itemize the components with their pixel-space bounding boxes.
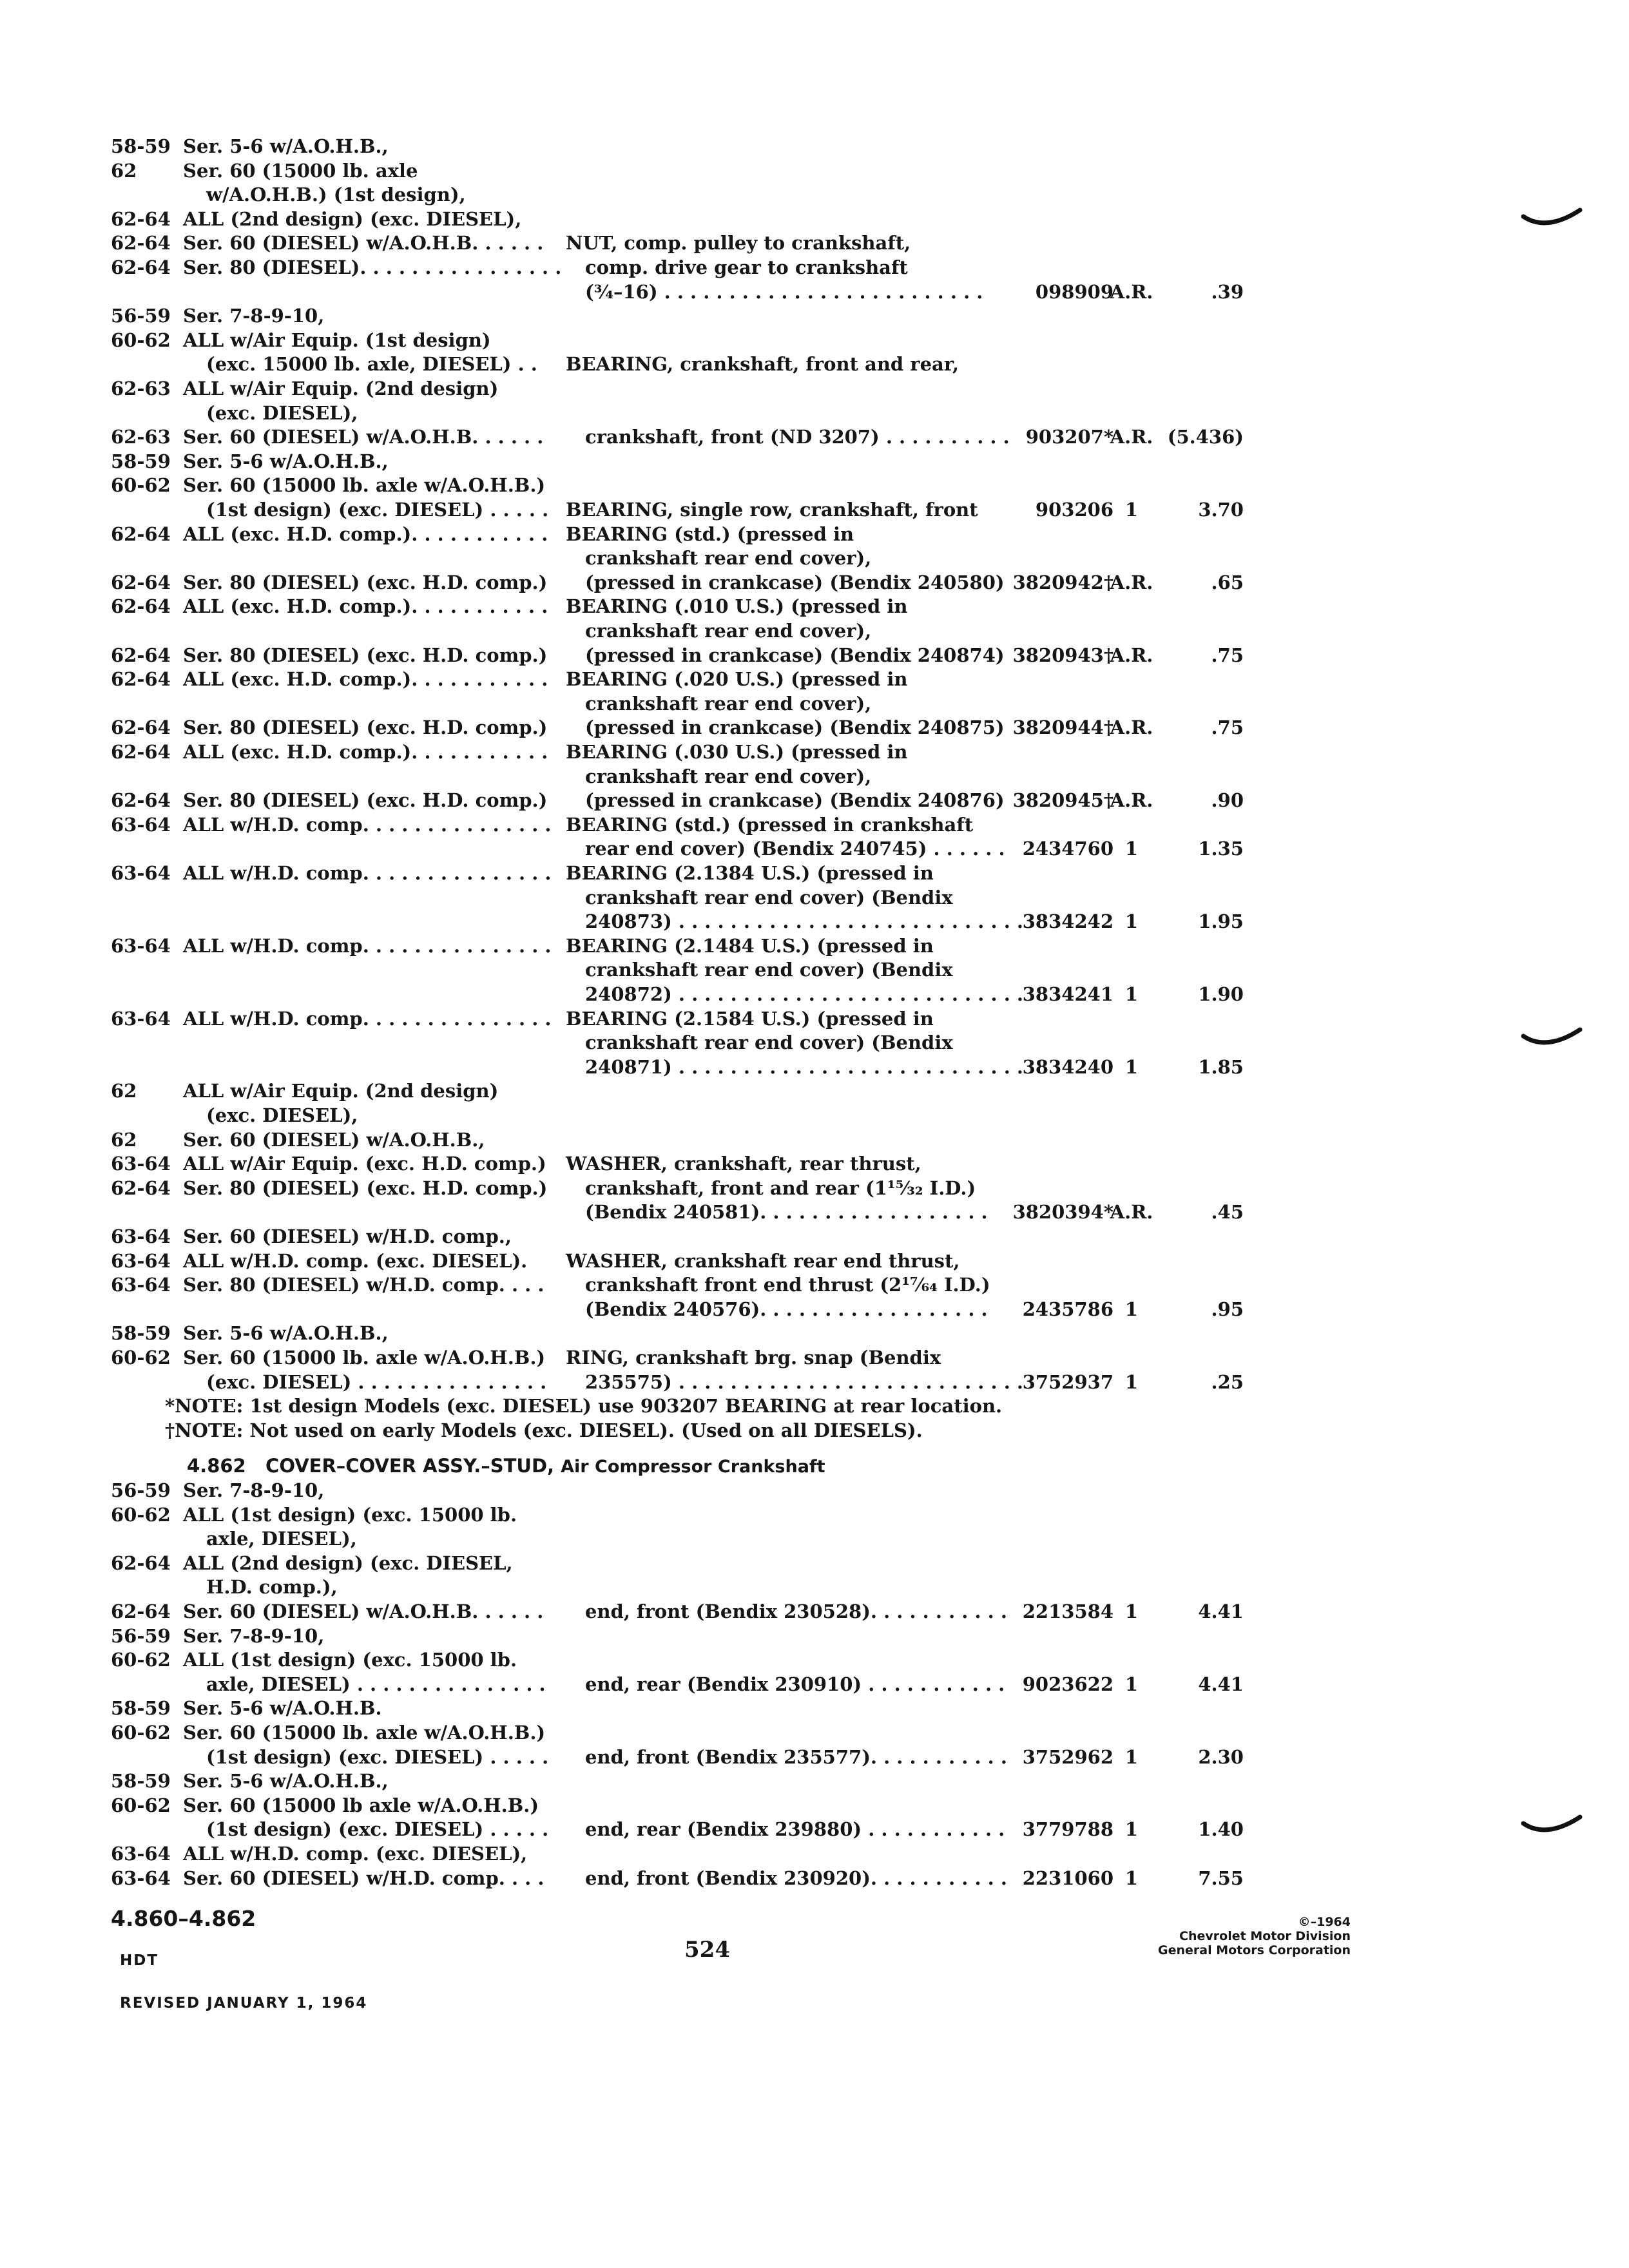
model-description: ALL w/H.D. comp. . . . . . . . . . . . . . . — [183, 814, 552, 836]
model-description: Ser. 80 (DIESEL) (exc. H.D. comp.) — [183, 789, 548, 811]
part-number: 3752937 — [1022, 1371, 1113, 1393]
model-year: 62-64 — [111, 523, 171, 545]
footnote — [0, 1416, 1629, 1445]
model-description: Ser. 5-6 w/A.O.H.B., — [183, 450, 389, 472]
model-description: Ser. 7-8-9-10, — [183, 1479, 325, 1501]
model-year: 56-59 — [111, 1479, 171, 1501]
model-description: ALL (exc. H.D. comp.). . . . . . . . . . . — [183, 741, 548, 763]
model-description: Ser. 80 (DIESEL). . . . . . . . . . . . . . . . — [183, 256, 562, 278]
model-year: 63-64 — [111, 862, 171, 884]
quantity: 1 — [1124, 1818, 1139, 1840]
part-description: BEARING (.020 U.S.) (pressed in — [566, 668, 908, 690]
part-number: 3834241 — [1022, 983, 1113, 1005]
model-description: Ser. 60 (DIESEL) w/H.D. comp., — [183, 1225, 512, 1247]
model-year: 60-62 — [111, 329, 171, 351]
model-year: 63-64 — [111, 1843, 171, 1865]
copyright-line: General Motors Corporation — [1158, 1943, 1351, 1957]
price: .25 — [1211, 1371, 1244, 1393]
part-number: 3820942† — [1012, 572, 1113, 593]
part-number: 3820943† — [1012, 644, 1113, 666]
model-description: (exc. DIESEL) . . . . . . . . . . . . . . . — [206, 1371, 547, 1393]
price: .90 — [1211, 789, 1244, 811]
quantity: A.R. — [1110, 716, 1153, 738]
quantity: 1 — [1124, 910, 1139, 932]
model-description: ALL (2nd design) (exc. DIESEL, — [183, 1552, 513, 1574]
model-description: ALL (exc. H.D. comp.). . . . . . . . . . . — [183, 668, 548, 690]
price: (5.436) — [1167, 426, 1244, 448]
model-year: 62-64 — [111, 1177, 171, 1199]
model-description: Ser. 60 (15000 lb. axle w/A.O.H.B.) — [183, 474, 546, 496]
model-description: H.D. comp.), — [206, 1576, 338, 1598]
part-number: 3820394* — [1012, 1201, 1113, 1223]
part-number: 903207* — [1025, 426, 1113, 448]
model-year: 60-62 — [111, 1649, 171, 1671]
part-description: comp. drive gear to crankshaft — [585, 256, 908, 278]
part-description: (Bendix 240576). . . . . . . . . . . . . . . . . . — [585, 1298, 988, 1320]
model-description: (exc. DIESEL), — [206, 402, 358, 424]
part-number: 2434760 — [1022, 838, 1113, 860]
model-description: ALL (exc. H.D. comp.). . . . . . . . . . . — [183, 523, 548, 545]
model-year: 62 — [111, 1080, 137, 1102]
part-description: crankshaft rear end cover) (Bendix — [585, 1032, 953, 1053]
price: 3.70 — [1198, 499, 1244, 521]
part-description: end, front (Bendix 230920). . . . . . . . . . . — [585, 1867, 1007, 1889]
part-description: 240872) . . . . . . . . . . . . . . . . . . . . . . . . . . . — [585, 983, 1023, 1005]
part-description: end, rear (Bendix 239880) . . . . . . . . . . . — [585, 1818, 1005, 1840]
part-description: 240873) . . . . . . . . . . . . . . . . . . . . . . . . . . . — [585, 910, 1023, 932]
part-description: crankshaft front end thrust (2¹⁷⁄₆₄ I.D.) — [585, 1274, 990, 1296]
model-description: (1st design) (exc. DIESEL) . . . . . — [206, 1746, 549, 1768]
model-year: 62-63 — [111, 378, 171, 399]
hdt-label: HDT — [120, 1952, 159, 1969]
model-description: Ser. 80 (DIESEL) w/H.D. comp. . . . — [183, 1274, 545, 1296]
model-year: 58-59 — [111, 135, 171, 157]
price: 4.41 — [1198, 1673, 1244, 1695]
model-year: 56-59 — [111, 305, 171, 327]
part-description: (Bendix 240581). . . . . . . . . . . . . . . . . . — [585, 1201, 988, 1223]
model-description: ALL w/Air Equip. (1st design) — [183, 329, 491, 351]
part-description: RING, crankshaft brg. snap (Bendix — [566, 1347, 941, 1369]
model-year: 63-64 — [111, 814, 171, 836]
quantity: 1 — [1124, 1746, 1139, 1768]
price: .45 — [1211, 1201, 1244, 1223]
model-description: ALL (2nd design) (exc. DIESEL), — [183, 208, 522, 230]
model-description: Ser. 5-6 w/A.O.H.B., — [183, 1322, 389, 1344]
part-description: BEARING (2.1384 U.S.) (pressed in — [566, 862, 934, 884]
model-description: Ser. 80 (DIESEL) (exc. H.D. comp.) — [183, 644, 548, 666]
quantity: A.R. — [1110, 281, 1153, 303]
part-description: WASHER, crankshaft, rear thrust, — [566, 1153, 921, 1175]
part-description: (¾–16) . . . . . . . . . . . . . . . . . . . . . . . . . — [585, 281, 983, 303]
quantity: A.R. — [1110, 426, 1153, 448]
part-description: BEARING (.010 U.S.) (pressed in — [566, 595, 908, 617]
quantity: 1 — [1124, 1298, 1139, 1320]
model-description: (exc. DIESEL), — [206, 1104, 358, 1126]
quantity: 1 — [1124, 1673, 1139, 1695]
part-description: crankshaft rear end cover), — [585, 765, 872, 787]
part-number: 2435786 — [1022, 1298, 1113, 1320]
part-description: crankshaft rear end cover) (Bendix — [585, 959, 953, 981]
model-description: ALL w/H.D. comp. (exc. DIESEL), — [183, 1843, 528, 1865]
model-description: ALL w/Air Equip. (exc. H.D. comp.) — [183, 1153, 546, 1175]
page-number: 524 — [684, 1937, 730, 1963]
model-year: 62-64 — [111, 1552, 171, 1574]
model-description: Ser. 60 (15000 lb. axle w/A.O.H.B.) — [183, 1722, 546, 1744]
part-number: 2213584 — [1022, 1600, 1113, 1622]
part-number: 9023622 — [1022, 1673, 1113, 1695]
part-description: crankshaft rear end cover), — [585, 547, 872, 569]
model-description: Ser. 60 (DIESEL) w/A.O.H.B. . . . . . — [183, 1600, 544, 1622]
model-year: 60-62 — [111, 1722, 171, 1744]
part-description: (pressed in crankcase) (Bendix 240580) — [585, 572, 1005, 593]
part-description: BEARING, single row, crankshaft, front — [566, 499, 978, 521]
price: 1.95 — [1198, 910, 1244, 932]
price: .95 — [1211, 1298, 1244, 1320]
model-year: 62-64 — [111, 668, 171, 690]
part-number: 903206 — [1035, 499, 1113, 521]
model-description: Ser. 7-8-9-10, — [183, 1625, 325, 1647]
part-number: 2231060 — [1022, 1867, 1113, 1889]
copyright-block — [1158, 1915, 1351, 1957]
model-year: 62-63 — [111, 426, 171, 448]
part-description: crankshaft, front and rear (1¹⁵⁄₃₂ I.D.) — [585, 1177, 976, 1199]
model-year: 58-59 — [111, 1322, 171, 1344]
model-year: 63-64 — [111, 1274, 171, 1296]
part-description: (pressed in crankcase) (Bendix 240876) — [585, 789, 1005, 811]
price: 1.40 — [1198, 1818, 1244, 1840]
price: .65 — [1211, 572, 1244, 593]
model-year: 58-59 — [111, 1770, 171, 1792]
part-number: 3834242 — [1022, 910, 1113, 932]
price: 1.85 — [1198, 1056, 1244, 1078]
quantity: 1 — [1124, 1056, 1139, 1078]
part-number: 3834240 — [1022, 1056, 1113, 1078]
model-description: Ser. 5-6 w/A.O.H.B. — [183, 1697, 382, 1719]
quantity: A.R. — [1110, 644, 1153, 666]
part-description: (pressed in crankcase) (Bendix 240874) — [585, 644, 1005, 666]
model-year: 63-64 — [111, 1153, 171, 1175]
model-year: 63-64 — [111, 1250, 171, 1272]
quantity: 1 — [1124, 1867, 1139, 1889]
section-subtitle: Air Compressor Crankshaft — [561, 1457, 825, 1477]
model-year: 58-59 — [111, 450, 171, 472]
part-description: crankshaft rear end cover) (Bendix — [585, 887, 953, 908]
footnote-text: †NOTE: Not used on early Models (exc. DIESEL). (Used on all DIESELS). — [165, 1419, 923, 1441]
part-description: BEARING, crankshaft, front and rear, — [566, 353, 959, 375]
binder-hole-mark — [1521, 205, 1585, 231]
quantity: 1 — [1124, 983, 1139, 1005]
section-number: 4.862 — [187, 1455, 246, 1477]
quantity: 1 — [1124, 499, 1139, 521]
model-year: 62 — [111, 1129, 137, 1151]
model-description: ALL (1st design) (exc. 15000 lb. — [183, 1649, 517, 1671]
part-description: end, front (Bendix 235577). . . . . . . . . . . — [585, 1746, 1007, 1768]
model-year: 62-64 — [111, 208, 171, 230]
catalog-row — [0, 1864, 1629, 1892]
quantity: A.R. — [1110, 789, 1153, 811]
model-year: 58-59 — [111, 1697, 171, 1719]
part-number: 3820944† — [1012, 716, 1113, 738]
price: .75 — [1211, 716, 1244, 738]
model-description: ALL w/H.D. comp. . . . . . . . . . . . . . . — [183, 862, 552, 884]
model-year: 62 — [111, 160, 137, 182]
model-year: 62-64 — [111, 1600, 171, 1622]
part-description: crankshaft rear end cover), — [585, 620, 872, 642]
model-description: ALL (exc. H.D. comp.). . . . . . . . . . . — [183, 595, 548, 617]
quantity: 1 — [1124, 1600, 1139, 1622]
model-description: Ser. 60 (15000 lb. axle — [183, 160, 418, 182]
copyright-line: Chevrolet Motor Division — [1179, 1929, 1351, 1943]
model-description: Ser. 60 (DIESEL) w/A.O.H.B., — [183, 1129, 485, 1151]
part-description: WASHER, crankshaft rear end thrust, — [566, 1250, 960, 1272]
part-description: 235575) . . . . . . . . . . . . . . . . . . . . . . . . . . . — [585, 1371, 1023, 1393]
part-number: 3752962 — [1022, 1746, 1113, 1768]
quantity: A.R. — [1110, 572, 1153, 593]
model-description: Ser. 5-6 w/A.O.H.B., — [183, 135, 389, 157]
model-description: Ser. 60 (DIESEL) w/A.O.H.B. . . . . . — [183, 232, 544, 254]
model-year: 62-64 — [111, 716, 171, 738]
model-year: 62-64 — [111, 232, 171, 254]
model-year: 63-64 — [111, 1867, 171, 1889]
copyright-line: ©–1964 — [1298, 1915, 1351, 1929]
model-year: 62-64 — [111, 741, 171, 763]
binder-hole-mark — [1521, 1812, 1585, 1838]
price: 4.41 — [1198, 1600, 1244, 1622]
model-description: ALL w/Air Equip. (2nd design) — [183, 1080, 499, 1102]
binder-hole-mark — [1521, 1024, 1585, 1050]
model-description: ALL w/H.D. comp. (exc. DIESEL). — [183, 1250, 528, 1272]
model-year: 62-64 — [111, 644, 171, 666]
part-description: end, front (Bendix 230528). . . . . . . . . . . — [585, 1600, 1007, 1622]
part-description: BEARING (.030 U.S.) (pressed in — [566, 741, 908, 763]
model-description: axle, DIESEL), — [206, 1528, 357, 1550]
model-year: 60-62 — [111, 1504, 171, 1526]
model-description: Ser. 60 (15000 lb axle w/A.O.H.B.) — [183, 1794, 539, 1816]
quantity: 1 — [1124, 1371, 1139, 1393]
model-year: 63-64 — [111, 1225, 171, 1247]
model-year: 62-64 — [111, 572, 171, 593]
part-description: BEARING (2.1484 U.S.) (pressed in — [566, 935, 934, 957]
price: 1.90 — [1198, 983, 1244, 1005]
price: 2.30 — [1198, 1746, 1244, 1768]
model-description: Ser. 7-8-9-10, — [183, 305, 325, 327]
model-year: 60-62 — [111, 1794, 171, 1816]
model-description: axle, DIESEL) . . . . . . . . . . . . . . . — [206, 1673, 546, 1695]
quantity: A.R. — [1110, 1201, 1153, 1223]
model-year: 62-64 — [111, 789, 171, 811]
price: 1.35 — [1198, 838, 1244, 860]
model-description: ALL w/H.D. comp. . . . . . . . . . . . . . . — [183, 935, 552, 957]
part-description: NUT, comp. pulley to crankshaft, — [566, 232, 911, 254]
section-range: 4.860–4.862 — [111, 1906, 256, 1931]
model-description: Ser. 60 (15000 lb. axle w/A.O.H.B.) — [183, 1347, 546, 1369]
model-description: (exc. 15000 lb. axle, DIESEL) . . — [206, 353, 537, 375]
part-description: BEARING (std.) (pressed in — [566, 523, 854, 545]
model-description: Ser. 80 (DIESEL) (exc. H.D. comp.) — [183, 1177, 548, 1199]
model-description: (1st design) (exc. DIESEL) . . . . . — [206, 1818, 549, 1840]
model-description: (1st design) (exc. DIESEL) . . . . . — [206, 499, 549, 521]
model-year: 63-64 — [111, 935, 171, 957]
model-description: ALL w/Air Equip. (2nd design) — [183, 378, 499, 399]
model-description: Ser. 5-6 w/A.O.H.B., — [183, 1770, 389, 1792]
part-description: 240871) . . . . . . . . . . . . . . . . . . . . . . . . . . . — [585, 1056, 1023, 1078]
model-description: ALL w/H.D. comp. . . . . . . . . . . . . . . — [183, 1008, 552, 1030]
section-title: COVER–COVER ASSY.–STUD, — [265, 1455, 555, 1477]
price: .75 — [1211, 644, 1244, 666]
footnote-text: *NOTE: 1st design Models (exc. DIESEL) use 903207 BEARING at rear location. — [165, 1395, 1003, 1417]
part-description: rear end cover) (Bendix 240745) . . . . . . — [585, 838, 1005, 860]
model-year: 63-64 — [111, 1008, 171, 1030]
part-description: end, rear (Bendix 230910) . . . . . . . . . . . — [585, 1673, 1005, 1695]
model-year: 62-64 — [111, 595, 171, 617]
model-description: Ser. 80 (DIESEL) (exc. H.D. comp.) — [183, 572, 548, 593]
model-year: 62-64 — [111, 256, 171, 278]
model-description: Ser. 60 (DIESEL) w/H.D. comp. . . . — [183, 1867, 545, 1889]
model-year: 60-62 — [111, 474, 171, 496]
quantity: 1 — [1124, 838, 1139, 860]
model-year: 56-59 — [111, 1625, 171, 1647]
price: 7.55 — [1198, 1867, 1244, 1889]
part-description: BEARING (2.1584 U.S.) (pressed in — [566, 1008, 934, 1030]
part-description: crankshaft, front (ND 3207) . . . . . . . . . . — [585, 426, 1010, 448]
model-year: 60-62 — [111, 1347, 171, 1369]
price: .39 — [1211, 281, 1244, 303]
revised-date: REVISED JANUARY 1, 1964 — [120, 1995, 368, 2012]
part-number: 098909 — [1035, 281, 1113, 303]
model-description: ALL (1st design) (exc. 15000 lb. — [183, 1504, 517, 1526]
model-description: Ser. 80 (DIESEL) (exc. H.D. comp.) — [183, 716, 548, 738]
model-description: w/A.O.H.B.) (1st design), — [206, 184, 466, 206]
part-number: 3779788 — [1022, 1818, 1113, 1840]
model-description: Ser. 60 (DIESEL) w/A.O.H.B. . . . . . — [183, 426, 544, 448]
part-number: 3820945† — [1012, 789, 1113, 811]
part-description: (pressed in crankcase) (Bendix 240875) — [585, 716, 1005, 738]
part-description: BEARING (std.) (pressed in crankshaft — [566, 814, 974, 836]
part-description: crankshaft rear end cover), — [585, 693, 872, 715]
